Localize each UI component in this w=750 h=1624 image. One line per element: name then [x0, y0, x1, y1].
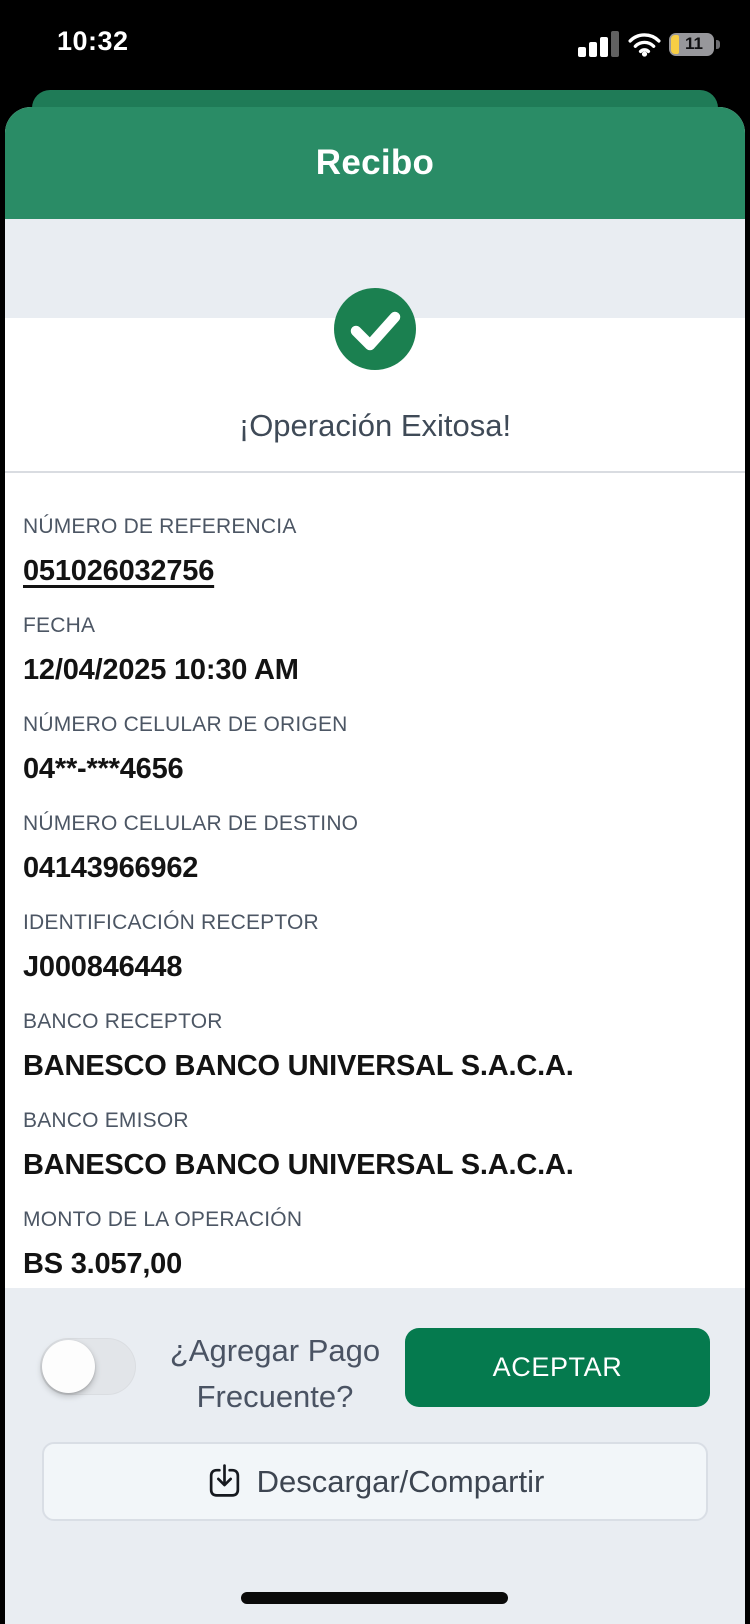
accept-button[interactable]: ACEPTAR	[405, 1328, 710, 1407]
detail-label: BANCO RECEPTOR	[23, 1010, 223, 1033]
detail-row	[23, 1007, 727, 1087]
toggle-knob[interactable]	[42, 1340, 95, 1393]
success-message: ¡Operación Exitosa!	[238, 408, 512, 443]
page-title: Recibo	[315, 143, 435, 182]
detail-value: BANESCO BANCO UNIVERSAL S.A.C.A.	[23, 1050, 574, 1082]
detail-label: NÚMERO DE REFERENCIA	[23, 515, 297, 538]
detail-row	[23, 512, 727, 592]
download-icon	[206, 1463, 243, 1500]
detail-label: NÚMERO CELULAR DE ORIGEN	[23, 713, 348, 736]
home-indicator[interactable]	[241, 1592, 508, 1604]
check-circle-icon	[334, 288, 416, 370]
battery-charge-level	[671, 35, 679, 54]
detail-row	[23, 809, 727, 889]
battery-icon	[669, 33, 714, 56]
frequent-payment-toggle[interactable]	[40, 1338, 136, 1395]
wifi-icon	[628, 32, 661, 57]
detail-label: MONTO DE LA OPERACIÓN	[23, 1208, 303, 1231]
detail-label: NÚMERO CELULAR DE DESTINO	[23, 812, 359, 835]
detail-row	[23, 710, 727, 790]
status-time: 10:32	[57, 26, 129, 56]
signal-bars-icon	[578, 31, 620, 57]
detail-value: 12/04/2025 10:30 AM	[23, 654, 299, 686]
detail-row	[23, 611, 727, 691]
footer-panel	[5, 1288, 745, 1624]
receipt-header	[5, 107, 745, 219]
detail-label: BANCO EMISOR	[23, 1109, 189, 1132]
detail-row	[23, 1205, 727, 1285]
detail-label: FECHA	[23, 614, 96, 637]
detail-value: 04143966962	[23, 852, 199, 884]
detail-value: BS 3.057,00	[23, 1248, 183, 1280]
detail-value: BANESCO BANCO UNIVERSAL S.A.C.A.	[23, 1149, 574, 1181]
detail-label: IDENTIFICACIÓN RECEPTOR	[23, 911, 319, 934]
battery-percent: 11	[685, 34, 703, 53]
download-share-button[interactable]	[42, 1442, 708, 1521]
detail-row	[23, 908, 727, 988]
detail-value: 04**-***4656	[23, 753, 184, 785]
receipt-details-list	[5, 473, 745, 1285]
receipt-modal	[5, 107, 745, 1624]
frequent-payment-label: ¿Agregar Pago Frecuente?	[169, 1333, 381, 1414]
detail-value: J000846448	[23, 951, 183, 983]
download-share-label: Descargar/Compartir	[256, 1463, 545, 1499]
detail-value: 051026032756	[23, 555, 215, 587]
status-icons	[578, 31, 714, 57]
detail-row	[23, 1106, 727, 1186]
